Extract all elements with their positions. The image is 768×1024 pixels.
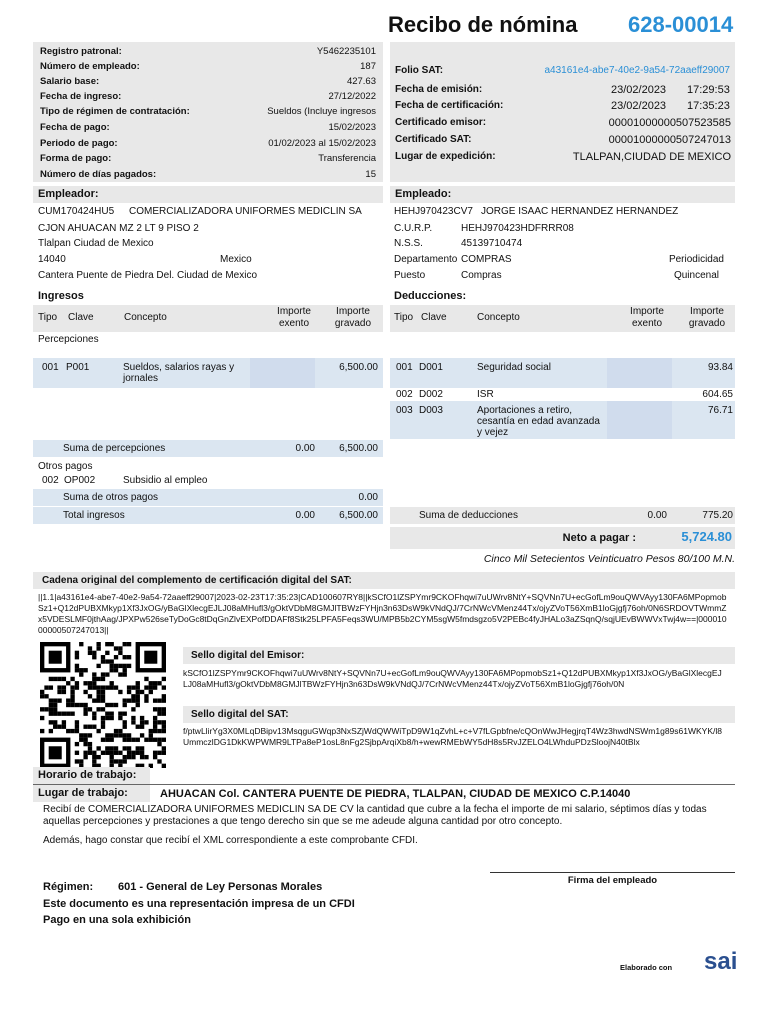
curp-value: HEHJ970423HDFRRR08 xyxy=(461,223,574,234)
otros-pagos-label: Otros pagos xyxy=(38,461,93,472)
deduccion-1-tipo: 001 xyxy=(396,362,413,373)
neto-label: Neto a pagar : xyxy=(562,532,636,544)
fecha-cert-label: Fecha de certificación: xyxy=(395,100,504,111)
fecha-emision-label: Fecha de emisión: xyxy=(395,84,483,95)
sello-emisor-text: kSCfO1lZSPYmr9CKOFhqwi7uUWrv8NtY+SQVNn7U+ecGofLm9ouQWVAyy130FA6MPopmobSz1+Q12dPUBXMkyp1Xf3JxOG/yBaGlXlecgEJLJ08aMHufl3/gOktVDbM8GMJlTBWzFYHjn3n63DsW9kVNdQJ/7CrNWcVMenz44Tx/ojyZVoT56XmB1loGjgfj76oh/0N xyxy=(183,668,722,689)
periodicidad-value: Quincenal xyxy=(673,270,719,281)
deducciones-col-tipo: Tipo xyxy=(394,312,414,323)
empleado-rfc: HEHJ970423CV7 xyxy=(394,206,473,217)
ingresos-col-tipo: Tipo xyxy=(38,312,58,323)
suma-percepciones-gravado: 6,500.00 xyxy=(339,443,378,454)
ingreso-concepto: Sueldos, salarios rayas y jornales xyxy=(123,362,235,384)
periodicidad-label: Periodicidad xyxy=(668,254,724,265)
legal-xml-note: Además, hago constar que recibí el XML correspondiente a este comprobante CFDI. xyxy=(43,835,418,846)
empleado-nombre: JORGE ISAAC HERNANDEZ HERNANDEZ xyxy=(481,206,679,217)
otros-clave: OP002 xyxy=(64,475,96,486)
info-value: 187 xyxy=(360,61,376,72)
suma-deducciones-exento: 0.00 xyxy=(647,510,667,521)
ingresos-col-gravado: Importe gravado xyxy=(334,306,372,329)
suma-otros-label: Suma de otros pagos xyxy=(63,492,159,503)
info-value: Y5462235101 xyxy=(316,46,376,57)
deducciones-col-exento: Importe exento xyxy=(630,306,664,329)
curp-label: C.U.R.P. xyxy=(394,223,433,234)
page-title: Recibo de nómina xyxy=(388,12,578,37)
total-ingresos-exento: 0.00 xyxy=(295,510,315,521)
otros-concepto: Subsidio al empleo xyxy=(123,475,208,486)
deduccion-2-clave: D002 xyxy=(419,389,443,400)
deducciones-col-gravado: Importe gravado xyxy=(688,306,726,329)
ingresos-col-clave: Clave xyxy=(68,312,94,323)
horario-label: Horario de trabajo: xyxy=(33,767,150,784)
ingresos-heading: Ingresos xyxy=(38,290,84,302)
firma-empleado-label: Firma del empleado xyxy=(567,875,658,886)
suma-otros-value: 0.00 xyxy=(358,492,378,503)
info-label: Fecha de ingreso: xyxy=(40,91,122,102)
deducciones-col-concepto: Concepto xyxy=(477,312,520,323)
deduccion-2-tipo: 002 xyxy=(396,389,413,400)
empleado-heading: Empleado: xyxy=(390,186,735,203)
folio-sat-label: Folio SAT: xyxy=(395,65,444,76)
empleador-rfc: CUM170424HU5 xyxy=(38,206,115,217)
info-value: 27/12/2022 xyxy=(328,91,376,102)
deduccion-3-concepto: Aportaciones a retiro, cesantía en edad avanzada y vejez xyxy=(477,405,600,438)
empleador-heading: Empleador: xyxy=(33,186,383,203)
suma-percepciones-exento: 0.00 xyxy=(295,443,315,454)
empleador-calle: CJON AHUACAN MZ 2 LT 9 PISO 2 xyxy=(38,223,199,234)
regimen-value: 601 - General de Ley Personas Morales xyxy=(118,881,323,893)
deduccion-3-clave: D003 xyxy=(419,405,443,416)
ingreso-clave: P001 xyxy=(66,362,90,373)
fecha-emision-date: 23/02/2023 xyxy=(611,84,667,96)
legal-paragraph: Recibí de COMERCIALIZADORA UNIFORMES MEDICLIN SA DE CV la cantidad que cubre a la fecha el importe de mi salario, séptimos días y todas aquellas percepciones y prestaciones a que tengo derecho sin que se me adeude alguna cantidad por otro concepto. xyxy=(43,804,707,827)
depto-label: Departamento xyxy=(394,254,458,265)
deduccion-2-gravado: 604.65 xyxy=(702,389,733,400)
deduccion-2-concepto: ISR xyxy=(477,389,494,400)
ingresos-col-exento: Importe exento xyxy=(277,306,311,329)
neto-en-letra: Cinco Mil Setecientos Veinticuatro Pesos 80/100 M.N. xyxy=(483,553,735,565)
cert-sat-value: 00001000000507247013 xyxy=(608,134,731,146)
info-label: Salario base: xyxy=(40,76,100,87)
sello-sat-text: f/ptwLlirYg3X0MLqDBipv13MsqguGWqp3NxSZjWdQWWiTpD9W1qZvhL+c+V7fLGpbfne/cQOnWwJHegjrqT4Wz3hwdNSWm1g89s61WKYK/l8UmmczlDG1DkKWPWMR9LTPa8eP1osL8nFg2SjbpArqiXb8/h+wewRMEbWY5dH8s5RvJZELO4LWhduPDzSloojN40tBlx xyxy=(183,726,722,747)
puesto-label: Puesto xyxy=(394,270,426,281)
info-label: Número de empleado: xyxy=(40,61,140,72)
suma-percepciones-label: Suma de percepciones xyxy=(63,443,166,454)
nss-label: N.S.S. xyxy=(394,238,423,249)
info-label: Tipo de régimen de contratación: xyxy=(40,106,190,117)
cfdi-note: Este documento es una representación impresa de un CFDI xyxy=(43,898,355,910)
puesto-value: Compras xyxy=(461,270,502,281)
lugar-trabajo-value: AHUACAN Col. CANTERA PUENTE DE PIEDRA, TLALPAN, CIUDAD DE MEXICO C.P.14040 xyxy=(160,788,631,800)
pago-note: Pago en una sola exhibición xyxy=(43,914,191,926)
info-value: 15/02/2023 xyxy=(328,122,376,133)
deducciones-exento-cell-3 xyxy=(607,401,672,439)
ingreso-tipo: 001 xyxy=(42,362,59,373)
cert-emisor-value: 00001000000507523585 xyxy=(608,117,731,129)
deduccion-1-gravado: 93.84 xyxy=(707,362,733,373)
empleador-ciudad: Tlalpan Ciudad de Mexico xyxy=(38,238,154,249)
elaborado-con-label: Elaborado con xyxy=(620,963,673,972)
deducciones-col-clave: Clave xyxy=(421,312,447,323)
lugar-trabajo-label: Lugar de trabajo: xyxy=(33,785,150,802)
neto-value: 5,724.80 xyxy=(681,529,732,544)
ingresos-col-concepto: Concepto xyxy=(124,312,167,323)
fecha-cert-date: 23/02/2023 xyxy=(611,100,667,112)
cert-sat-label: Certificado SAT: xyxy=(395,134,472,145)
info-value: Transferencia xyxy=(318,153,376,164)
deduccion-1-clave: D001 xyxy=(419,362,443,373)
percepciones-label: Percepciones xyxy=(38,334,99,345)
deducciones-heading: Deducciones: xyxy=(394,290,467,302)
empleador-colonia: Cantera Puente de Piedra Del. Ciudad de Mexico xyxy=(38,270,258,281)
ingreso-gravado: 6,500.00 xyxy=(339,362,378,373)
sello-emisor-heading: Sello digital del Emisor: xyxy=(183,647,735,664)
info-label: Fecha de pago: xyxy=(40,122,110,133)
lugar-expedicion-label: Lugar de expedición: xyxy=(395,151,496,162)
sai-logo: sai xyxy=(704,948,738,975)
suma-deducciones-gravado: 775.20 xyxy=(702,510,733,521)
info-label: Forma de pago: xyxy=(40,153,112,164)
deduccion-3-gravado: 76.71 xyxy=(707,405,733,416)
otros-tipo: 002 xyxy=(42,475,59,486)
total-ingresos-gravado: 6,500.00 xyxy=(339,510,378,521)
fecha-emision-time: 17:29:53 xyxy=(687,84,730,96)
empleador-cp: 14040 xyxy=(38,254,66,265)
info-value: 01/02/2023 al 15/02/2023 xyxy=(268,138,376,149)
empleador-pais: Mexico xyxy=(220,254,252,265)
nss-value: 45139710474 xyxy=(461,238,523,249)
qr-code-icon xyxy=(40,642,166,768)
cadena-text: ||1.1|a43161e4-abe7-40e2-9a54-72aaeff29007|2023-02-23T17:35:23|CAD100607RY8||kSCfO1lZSPYmr9CKOFhqwi7uUWrv8NtY+SQVNn7U+ecGofLm9ouQWVAyy130FA6MPopmobSz1+Q12dPUBXMkyp1Xf3JxOG/yBaGlXlecgEJLJ08aMHufl3/gOktVDbM8GMJlTBWzFYHjn3n63DsW9kVNdQJ/7CrNWcVMenz44Tx/ojyZVoT56XmB1loGjgfj76oh/0N6SRDOVTWmmZx5VDESLMF0jthAag/JPXPw526seTyDoGc8tDqGnZlvEXPofDDAFf8Stk25LPFA5Feqs3WU/MPB5b2CYM5sgW5fmdsgzo5V2PEBc4fyJHALo3aZSqnQ/sqjUEvBWWVxTwj4w==|00001000000507247013|| xyxy=(38,592,727,635)
info-label: Periodo de pago: xyxy=(40,138,118,149)
regimen-label: Régimen: xyxy=(43,881,94,893)
lugar-expedicion-value: TLALPAN,CIUDAD DE MEXICO xyxy=(572,151,731,163)
folio-number: 628-00014 xyxy=(628,12,734,37)
info-value: Sueldos (Incluye ingresos xyxy=(267,106,376,117)
empleador-nombre: COMERCIALIZADORA UNIFORMES MEDICLIN SA xyxy=(129,206,362,217)
info-value: 427.63 xyxy=(346,76,376,87)
ingresos-exento-cell xyxy=(250,358,315,388)
total-ingresos-label: Total ingresos xyxy=(63,510,125,521)
deduccion-1-concepto: Seguridad social xyxy=(477,362,551,373)
info-label: Número de días pagados: xyxy=(40,169,157,180)
cert-emisor-label: Certificado emisor: xyxy=(395,117,487,128)
suma-deducciones-label: Suma de deducciones xyxy=(419,510,518,521)
fecha-cert-time: 17:35:23 xyxy=(687,100,730,112)
depto-value: COMPRAS xyxy=(461,254,512,265)
deducciones-exento-cell-1 xyxy=(607,358,672,388)
sello-sat-heading: Sello digital del SAT: xyxy=(183,706,735,723)
info-value: 15 xyxy=(365,169,376,180)
deduccion-3-tipo: 003 xyxy=(396,405,413,416)
info-label: Registro patronal: xyxy=(40,46,122,57)
cadena-heading: Cadena original del complemento de certificación digital del SAT: xyxy=(33,572,735,589)
folio-sat-value: a43161e4-abe7-40e2-9a54-72aaeff29007 xyxy=(544,65,730,76)
